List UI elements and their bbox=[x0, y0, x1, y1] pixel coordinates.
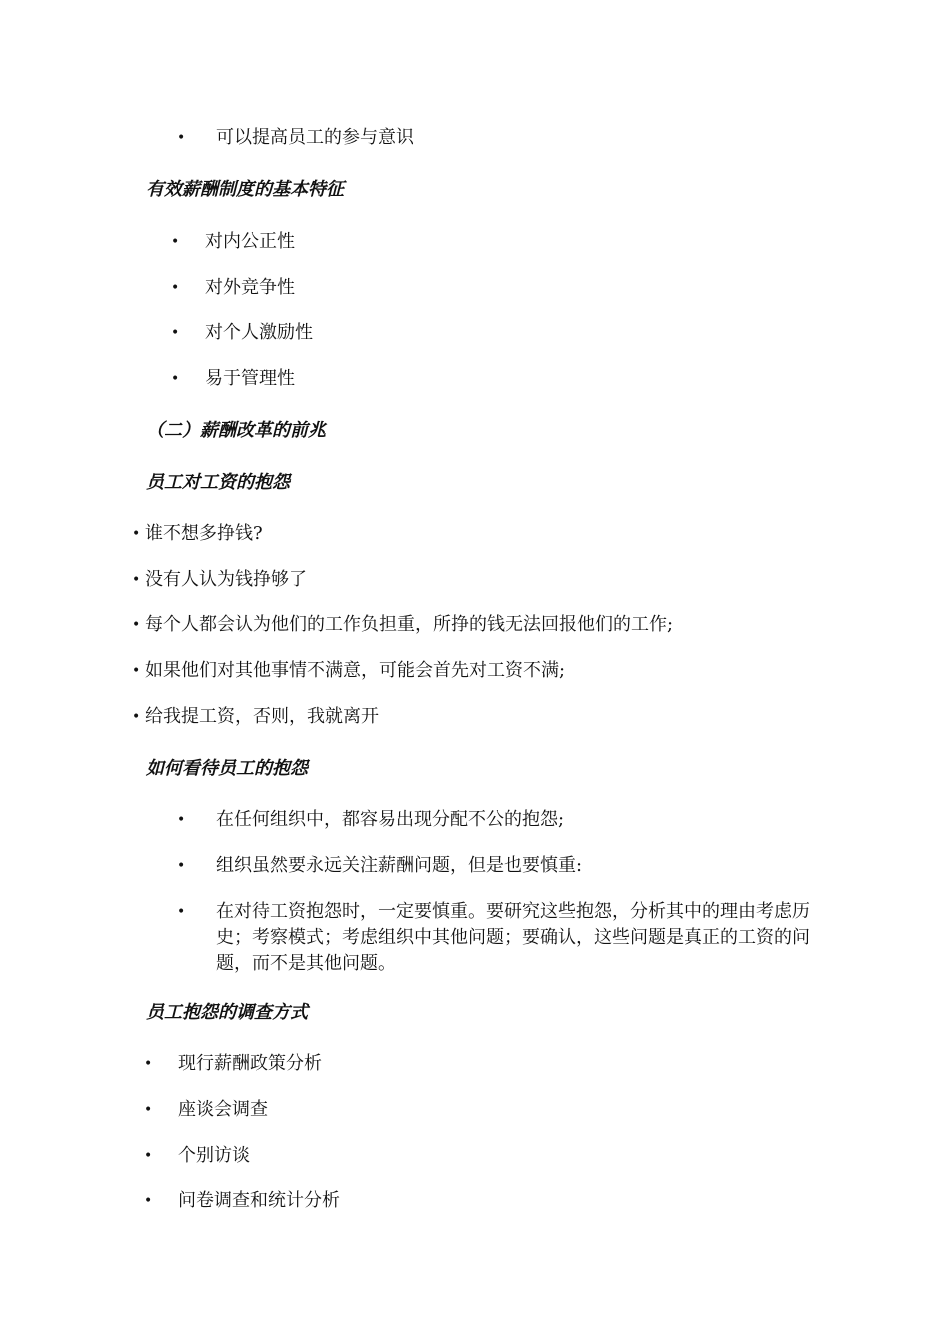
bullet-marker: • bbox=[171, 371, 180, 387]
bullet-marker: • bbox=[132, 572, 141, 588]
complaint-item: 如果他们对其他事情不满意，可能会首先对工资不满; bbox=[145, 660, 566, 681]
complaint-item: 每个人都会认为他们的工作负担重，所挣的钱无法回报他们的工作; bbox=[145, 614, 674, 635]
bullet-marker: • bbox=[171, 280, 180, 296]
section-heading-survey: 员工抱怨的调查方式 bbox=[146, 1002, 308, 1023]
bullet-marker: • bbox=[171, 234, 180, 250]
survey-item: 个别访谈 bbox=[178, 1145, 250, 1166]
survey-item: 座谈会调查 bbox=[178, 1099, 268, 1120]
bullet-marker: • bbox=[132, 663, 141, 679]
bullet-marker: • bbox=[144, 1193, 153, 1209]
feature-item: 对个人激励性 bbox=[205, 322, 313, 343]
section-heading-features: 有效薪酬制度的基本特征 bbox=[146, 179, 344, 200]
view-item-paragraph: 在对待工资抱怨时，一定要慎重。要研究这些抱怨，分析其中的理由考虑历史；考察模式；考虑组织中其他问题；要确认，这些问题是真正的工资的问题，而不是其他问题。 bbox=[216, 901, 810, 974]
bullet-marker: • bbox=[177, 904, 186, 920]
section-heading-complaints: 员工对工资的抱怨 bbox=[146, 472, 290, 493]
feature-item: 易于管理性 bbox=[205, 368, 295, 389]
bullet-marker: • bbox=[177, 130, 186, 146]
view-item: 在任何组织中，都容易出现分配不公的抱怨; bbox=[216, 809, 565, 830]
bullet-marker: • bbox=[144, 1102, 153, 1118]
bullet-marker: • bbox=[132, 617, 141, 633]
complaint-item: 谁不想多挣钱? bbox=[145, 523, 263, 544]
survey-item: 问卷调查和统计分析 bbox=[178, 1190, 340, 1211]
view-item: 组织虽然要永远关注薪酬问题，但是也要慎重: bbox=[216, 855, 583, 876]
section-heading-view: 如何看待员工的抱怨 bbox=[146, 758, 308, 779]
section-heading-reform: （二）薪酬改革的前兆 bbox=[146, 420, 326, 441]
complaint-item: 没有人认为钱挣够了 bbox=[145, 569, 307, 590]
survey-item: 现行薪酬政策分析 bbox=[178, 1053, 322, 1074]
feature-item: 对内公正性 bbox=[205, 231, 295, 252]
complaint-item: 给我提工资，否则，我就离开 bbox=[145, 706, 379, 727]
intro-item: 可以提高员工的参与意识 bbox=[216, 127, 414, 148]
bullet-marker: • bbox=[177, 812, 186, 828]
bullet-marker: • bbox=[132, 526, 141, 542]
bullet-marker: • bbox=[177, 858, 186, 874]
bullet-marker: • bbox=[171, 325, 180, 341]
bullet-marker: • bbox=[132, 709, 141, 725]
bullet-marker: • bbox=[144, 1148, 153, 1164]
feature-item: 对外竞争性 bbox=[205, 277, 295, 298]
bullet-marker: • bbox=[144, 1056, 153, 1072]
